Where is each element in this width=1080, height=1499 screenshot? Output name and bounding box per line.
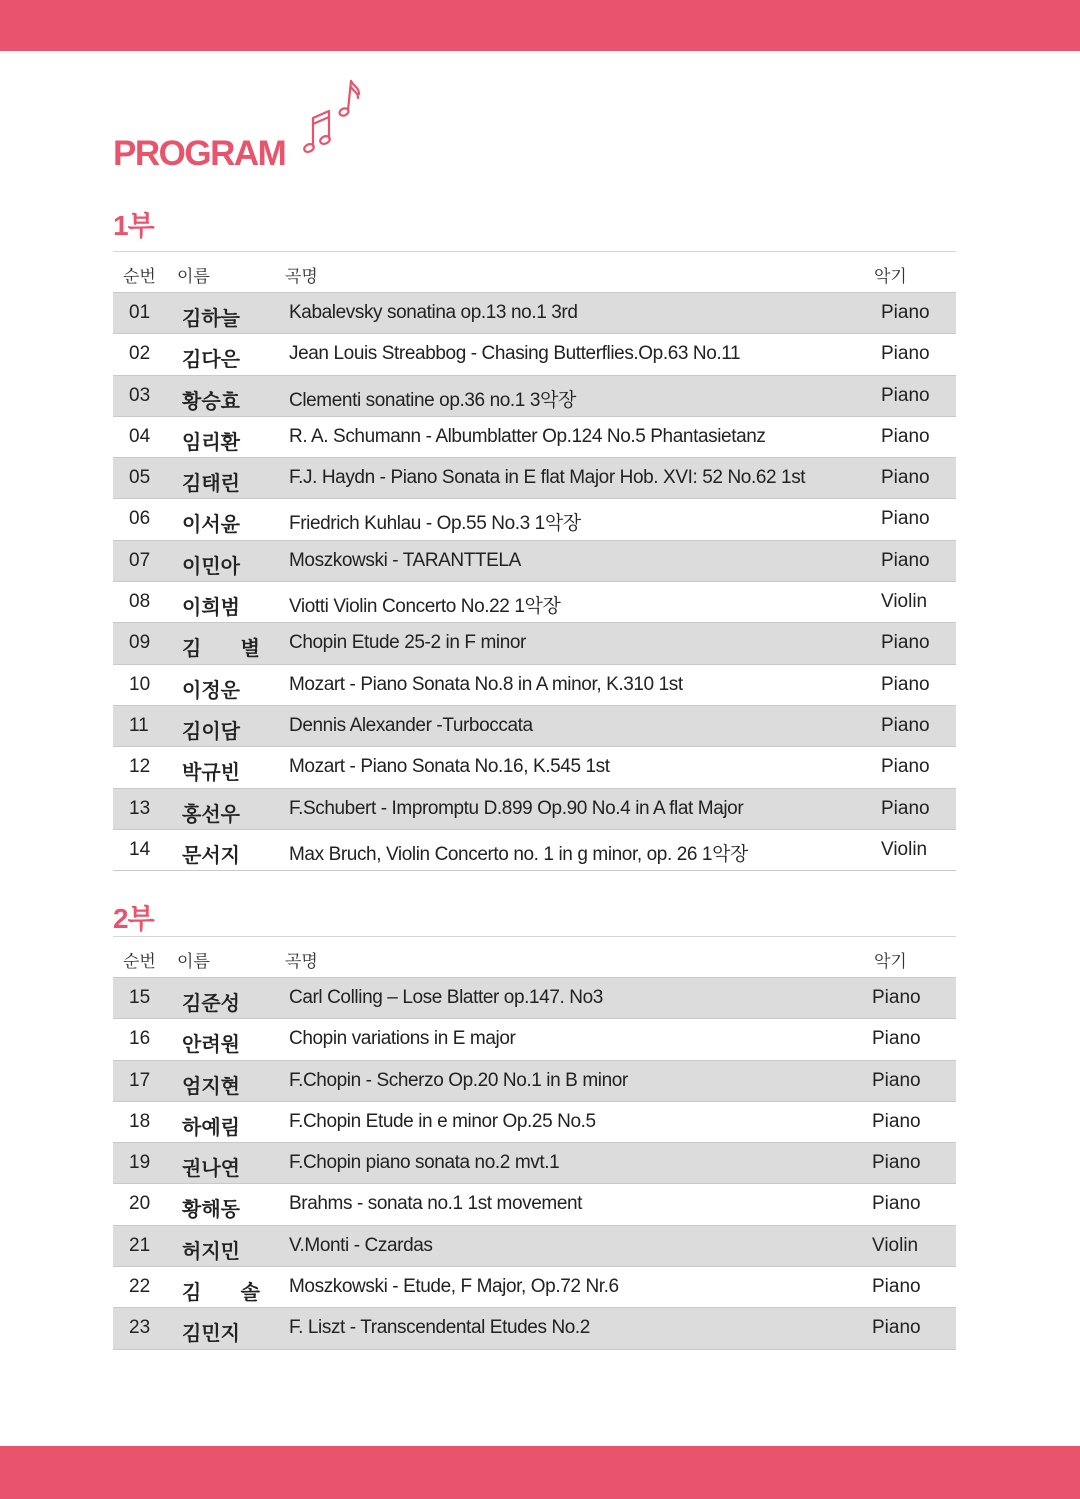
instrument: Piano <box>881 384 930 406</box>
row-number: 11 <box>129 714 149 736</box>
performer-name: 황승효 <box>182 390 240 413</box>
table-header <box>113 936 956 977</box>
performer-name: 엄지현 <box>182 1075 240 1098</box>
performer-name: 김하늘 <box>182 308 240 330</box>
instrument: Piano <box>881 714 930 736</box>
row-number: 14 <box>129 838 151 860</box>
table-row <box>113 1060 956 1101</box>
instrument: Piano <box>872 987 921 1008</box>
row-number: 07 <box>129 549 151 571</box>
table-row <box>113 788 956 829</box>
performer-name: 임리환 <box>182 431 240 454</box>
header-title: 곡명 <box>285 952 318 971</box>
row-number: 03 <box>129 384 151 406</box>
performer-name: 김이담 <box>182 720 240 743</box>
row-number: 02 <box>129 343 151 365</box>
table-row <box>113 829 956 871</box>
performer-name: 박규빈 <box>182 762 240 785</box>
page-title: PROGRAM <box>113 134 286 173</box>
table-row <box>113 1101 956 1142</box>
piece-title: Max Bruch, Violin Concerto no. 1 in g minor, op. 26 1악장 <box>289 843 748 865</box>
table-header <box>113 251 956 292</box>
performer-name: 이서윤 <box>182 514 240 537</box>
row-number: 08 <box>129 591 151 613</box>
bottom-banner <box>0 1446 1080 1499</box>
piece-title: Brahms - sonata no.1 1st movement <box>289 1193 583 1215</box>
table-row <box>113 457 956 498</box>
piece-title: R. A. Schumann - Albumblatter Op.124 No.5 Phantasietanz <box>289 425 766 447</box>
performer-name: 허지민 <box>182 1240 240 1263</box>
header-instrument: 악기 <box>874 267 907 286</box>
piece-title: Mozart - Piano Sonata No.16, K.545 1st <box>289 756 610 778</box>
performer-name: 김 솔 <box>182 1282 260 1305</box>
row-number: 15 <box>129 987 151 1008</box>
piece-title: Moszkowski - Etude, F Major, Op.72 Nr.6 <box>289 1276 619 1298</box>
piece-title: Dennis Alexander -Turboccata <box>289 714 533 736</box>
row-number: 01 <box>129 302 151 323</box>
instrument: Piano <box>881 632 930 654</box>
instrument: Piano <box>872 1276 921 1298</box>
top-banner <box>0 0 1080 51</box>
table-row <box>113 375 956 416</box>
program-header <box>113 70 413 180</box>
piece-title: F.J. Haydn - Piano Sonata in E flat Major Hob. XVI: 52 No.62 1st <box>289 467 806 489</box>
table-row <box>113 416 956 457</box>
instrument: Piano <box>872 1069 921 1091</box>
table-row <box>113 622 956 663</box>
table-row <box>113 540 956 581</box>
row-number: 09 <box>129 632 151 654</box>
table-row <box>113 977 956 1018</box>
performer-name: 김다은 <box>182 349 240 372</box>
instrument: Piano <box>881 673 930 695</box>
instrument: Piano <box>872 1317 921 1339</box>
row-number: 21 <box>129 1234 151 1256</box>
row-number: 05 <box>129 467 151 489</box>
performer-name: 이정운 <box>182 679 240 702</box>
performer-name: 김 별 <box>182 638 260 661</box>
row-number: 17 <box>129 1069 151 1091</box>
piece-title: Carl Colling – Lose Blatter op.147. No3 <box>289 987 603 1008</box>
table-row <box>113 292 956 333</box>
piece-title: Chopin variations in E major <box>289 1028 516 1050</box>
performer-name: 김태린 <box>182 473 240 496</box>
header-name: 이름 <box>177 952 210 971</box>
performer-name: 이민아 <box>182 555 240 578</box>
performer-name: 황해동 <box>182 1199 240 1222</box>
table-row <box>113 746 956 787</box>
table-row <box>113 1018 956 1059</box>
row-number: 06 <box>129 508 151 530</box>
header-num: 순번 <box>123 952 156 971</box>
table-row <box>113 1225 956 1266</box>
instrument: Piano <box>881 549 930 571</box>
instrument: Piano <box>881 302 930 323</box>
table-row <box>113 1266 956 1307</box>
table-row <box>113 705 956 746</box>
header-num: 순번 <box>123 267 156 286</box>
row-number: 12 <box>129 756 151 778</box>
music-notes-icon <box>299 78 379 158</box>
instrument: Piano <box>881 425 930 447</box>
row-number: 19 <box>129 1152 151 1174</box>
performer-name: 이희범 <box>182 597 240 620</box>
row-number: 18 <box>129 1110 151 1132</box>
performer-name: 권나연 <box>182 1158 240 1181</box>
piece-title: Chopin Etude 25-2 in F minor <box>289 632 526 654</box>
instrument: Piano <box>881 343 930 365</box>
piece-title: F.Schubert - Impromptu D.899 Op.90 No.4 in A flat Major <box>289 797 744 819</box>
instrument: Piano <box>872 1110 921 1132</box>
piece-title: Jean Louis Streabbog - Chasing Butterflies.Op.63 No.11 <box>289 343 741 365</box>
row-number: 23 <box>129 1317 151 1339</box>
piece-title: Friedrich Kuhlau - Op.55 No.3 1악장 <box>289 513 581 535</box>
table-row <box>113 333 956 374</box>
table-row <box>113 498 956 539</box>
piece-title: Mozart - Piano Sonata No.8 in A minor, K.310 1st <box>289 673 683 695</box>
instrument: Piano <box>881 467 930 489</box>
piece-title: F. Liszt - Transcendental Etudes No.2 <box>289 1317 590 1339</box>
performer-name: 문서지 <box>182 844 240 867</box>
instrument: Piano <box>881 756 930 778</box>
piece-title: F.Chopin piano sonata no.2 mvt.1 <box>289 1152 560 1174</box>
performer-name: 김준성 <box>182 993 240 1015</box>
performer-name: 홍선우 <box>182 803 240 826</box>
instrument: Piano <box>872 1028 921 1050</box>
row-number: 20 <box>129 1193 151 1215</box>
header-instrument: 악기 <box>874 952 907 971</box>
instrument: Violin <box>881 838 928 860</box>
piece-title: Clementi sonatine op.36 no.1 3악장 <box>289 389 576 411</box>
row-number: 13 <box>129 797 151 819</box>
header-title: 곡명 <box>285 267 318 286</box>
table-row <box>113 1183 956 1224</box>
performer-name: 김민지 <box>182 1323 240 1346</box>
performer-name: 하예림 <box>182 1116 240 1139</box>
piece-title: Moszkowski - TARANTTELA <box>289 549 521 571</box>
instrument: Piano <box>872 1193 921 1215</box>
instrument: Violin <box>872 1234 919 1256</box>
table-row <box>113 664 956 705</box>
row-number: 04 <box>129 425 151 447</box>
part2-heading: 2부 <box>113 903 154 934</box>
piece-title: F.Chopin Etude in e minor Op.25 No.5 <box>289 1110 596 1132</box>
row-number: 22 <box>129 1276 151 1298</box>
piece-title: Kabalevsky sonatina op.13 no.1 3rd <box>289 302 578 323</box>
row-number: 16 <box>129 1028 151 1050</box>
table-row <box>113 1142 956 1183</box>
piece-title: V.Monti - Czardas <box>289 1234 433 1256</box>
instrument: Violin <box>881 591 928 613</box>
part1-table <box>113 251 956 871</box>
piece-title: Viotti Violin Concerto No.22 1악장 <box>289 596 561 618</box>
instrument: Piano <box>872 1152 921 1174</box>
performer-name: 안려원 <box>182 1034 240 1057</box>
instrument: Piano <box>881 508 930 530</box>
part1-heading: 1부 <box>113 210 154 241</box>
part2-table <box>113 936 956 1350</box>
piece-title: F.Chopin - Scherzo Op.20 No.1 in B minor <box>289 1069 628 1091</box>
header-name: 이름 <box>177 267 210 286</box>
row-number: 10 <box>129 673 151 695</box>
table-row <box>113 581 956 622</box>
table-row <box>113 1307 956 1349</box>
instrument: Piano <box>881 797 930 819</box>
